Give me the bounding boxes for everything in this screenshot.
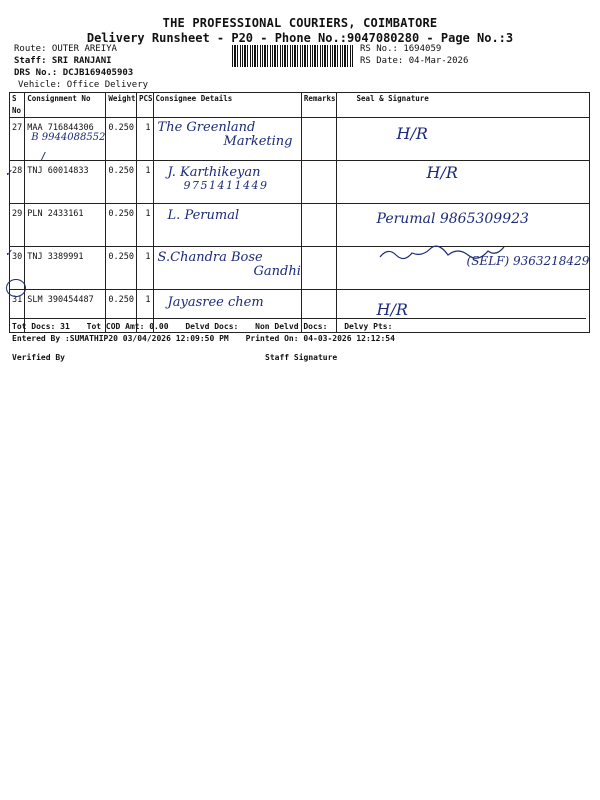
rs-date: RS Date: 04-Mar-2026 [360, 56, 469, 66]
row-consignment: PLN 2433161 [27, 209, 84, 219]
delivery-table [9, 92, 590, 333]
check-mark-icon: ✓ [6, 246, 13, 259]
row-pcs: 1 [145, 123, 151, 133]
row-seal: H/R [376, 300, 408, 319]
row-pcs: 1 [145, 252, 151, 262]
row-consignee-line1: L. Perumal [167, 208, 240, 223]
col-sno: S No [10, 93, 25, 118]
row-weight: 0.250 [108, 252, 134, 262]
tot-cod-amt: Tot COD Amt: 0.00 [86, 322, 169, 331]
runsheet-subtitle: Delivery Runsheet - P20 - Phone No.:9047080280 - Page No.:3 [86, 31, 514, 45]
route-label: Route: OUTER AREIYA [14, 44, 117, 54]
delvy-pts: Delvy Pts: [344, 322, 393, 331]
row-consignee-line1: J. Karthikeyan [167, 165, 261, 180]
row-remarks [301, 247, 336, 290]
printed-on: Printed On: 04-03-2026 12:12:54 [245, 334, 395, 343]
row-handwritten-phone: B 9944088552 [31, 132, 106, 143]
row-sno: 27 [12, 123, 23, 133]
row-weight: 0.250 [108, 166, 134, 176]
signature-scribble [378, 243, 528, 261]
delvd-docs: Delvd Docs: [185, 322, 239, 331]
row-remarks [301, 161, 336, 204]
verified-by: Verified By [12, 353, 65, 362]
col-seal: Seal & Signature [336, 93, 590, 118]
non-delvd-docs: Non Delvd Docs: [255, 322, 328, 331]
row-pcs: 1 [145, 166, 151, 176]
vehicle-label: Vehicle: Office Delivery [18, 80, 149, 90]
row-sno: 31 [12, 295, 23, 305]
col-remarks: Remarks [301, 93, 336, 118]
row-consignment: SLM 390454487 [27, 295, 94, 305]
row-consignee-line1: The Greenland [157, 120, 256, 135]
col-pcs: PCS [137, 93, 154, 118]
row-consignment: MAA 716844306 [27, 123, 94, 133]
table-header-row [10, 93, 590, 118]
drs-label: DRS No.: DCJB169405903 [14, 68, 134, 78]
row-sno: 28 [12, 166, 23, 176]
totals-line [12, 322, 404, 331]
row-seal: (SELF) 9363218429 [466, 254, 590, 268]
row-remarks [301, 204, 336, 247]
table-row [10, 204, 590, 247]
row-weight: 0.250 [108, 123, 134, 133]
row-weight: 0.250 [108, 209, 134, 219]
table-row [10, 118, 590, 161]
check-mark-icon: ✓ [6, 166, 13, 179]
check-mark-icon: / [40, 150, 47, 163]
col-weight: Weight [106, 93, 137, 118]
row-weight: 0.250 [108, 295, 134, 305]
entry-line [12, 334, 407, 343]
row-consignment: TNJ 3389991 [27, 252, 84, 262]
row-seal: H/R [396, 124, 428, 143]
row-pcs: 1 [145, 209, 151, 219]
footer-divider [9, 318, 586, 319]
row-consignment: TNJ 60014833 [27, 166, 89, 176]
row-consignee-line1: Jayasree chem [167, 295, 264, 310]
table-row [10, 161, 590, 204]
row-consignee-line2: Gandhi [253, 263, 301, 279]
row-seal: Perumal 9865309923 [376, 211, 529, 227]
row-remarks [301, 118, 336, 161]
staff-label: Staff: SRI RANJANI [14, 56, 112, 66]
tot-docs: Tot Docs: 31 [12, 322, 70, 331]
staff-signature: Staff Signature [265, 353, 338, 362]
rs-number: RS No.: 1694059 [360, 44, 442, 54]
barcode [232, 45, 354, 67]
row-seal: H/R [426, 163, 458, 182]
circle-mark-icon [6, 279, 26, 297]
entered-by: Entered By :SUMATHIP20 03/04/2026 12:09:50 PM [12, 334, 229, 343]
row-pcs: 1 [145, 295, 151, 305]
company-title: THE PROFESSIONAL COURIERS, COIMBATORE [162, 16, 438, 30]
col-consignee: Consignee Details [153, 93, 301, 118]
row-consignee-line1: S.Chandra Bose [157, 250, 263, 265]
row-sno: 30 [12, 252, 23, 262]
row-consignee-line2: Marketing [223, 133, 293, 149]
col-consignment: Consignment No [25, 93, 106, 118]
row-sno: 29 [12, 209, 23, 219]
row-consignee-line2: 9751411449 [183, 178, 269, 192]
